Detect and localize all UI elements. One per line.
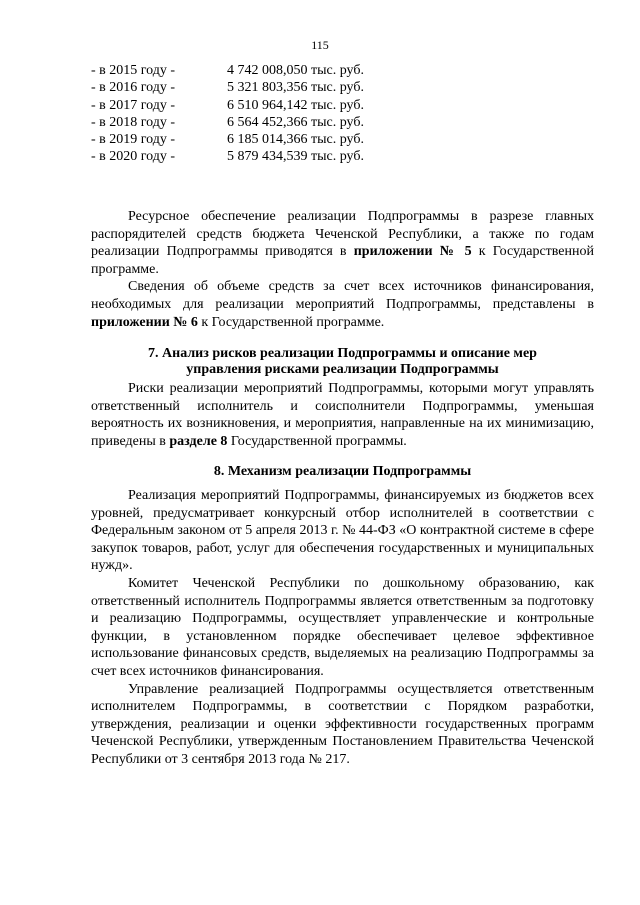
- funding-year: - в 2017 году -: [91, 97, 176, 113]
- resources-paragraph-appendix-5: Ресурсное обеспечение реализации Подпрограммы в разрезе главных распорядителей средств бюджета Чеченской Республики, а также по годам реализации Подпрограммы приводятся в приложении № 5 к Государственной программе.: [91, 209, 594, 277]
- funding-row: [91, 79, 364, 96]
- appendix-5-reference: приложении № 5: [353, 244, 472, 260]
- funding-year: - в 2015 году -: [91, 63, 176, 78]
- funding-year: - в 2019 году -: [91, 132, 176, 148]
- section-7-body: [91, 380, 594, 450]
- section-8-paragraph: Реализация мероприятий Подпрограммы, финансируемых из бюджетов всех уровней, предусматривает конкурсный отбор исполнителей в соответствии с Федеральным законом от 5 апреля 2013 г. № 44-ФЗ «О контрактной системе в сфере закупок товаров, работ, услуг для обеспечения государственных и муниципальных нужд».: [91, 488, 594, 574]
- funding-year: - в 2020 году -: [91, 149, 176, 165]
- resources-paragraph-appendix-6: Сведения об объеме средств за счет всех источников финансирования, необходимых для реализации мероприятий Подпрограммы, представлены в приложении № 6 к Государственной программе.: [91, 279, 594, 330]
- funding-row: [91, 131, 364, 148]
- funding-amount: 6 185 014,366 тыс. руб.: [227, 132, 364, 148]
- funding-year: - в 2016 году -: [91, 80, 176, 96]
- funding-year: - в 2018 году -: [91, 114, 176, 130]
- page-number: 115: [311, 38, 329, 52]
- funding-row: [91, 62, 364, 79]
- funding-row: [91, 114, 364, 131]
- risks-paragraph: Риски реализации мероприятий Подпрограммы, которыми могут управлять ответственный исполнитель и соисполнители Подпрограммы, уменьшая вероятность их возникновения, и мероприятия, направленные на их минимизацию, приведены в разделе 8 Государственной программы.: [91, 381, 594, 449]
- section-8-reference: разделе 8: [169, 433, 228, 449]
- funding-amount: 5 879 434,539 тыс. руб.: [227, 149, 364, 165]
- funding-row: [91, 148, 364, 165]
- funding-row: [91, 97, 364, 114]
- section-8-paragraph: Управление реализацией Подпрограммы осуществляется ответственным исполнителем Подпрограммы, в соответствии с Порядком разработки, утверждения, реализации и оценки эффективности государственных программ Чеченской Республики, утвержденным Постановлением Правительства Чеченской Республики от 3 сентября 2013 года № 217.: [91, 681, 594, 767]
- section-8-heading: 8. Механизм реализации Подпрограммы: [213, 464, 472, 479]
- section-8-paragraph: Комитет Чеченской Республики по дошкольному образованию, как ответственный исполнитель Подпрограммы является ответственным за подготовку и реализацию Подпрограммы, осуществляет управленческие и контрольные функции, в установленном порядке обеспечивает целевое эффективное использование финансовых средств, выделяемых на реализацию Подпрограммы за счет всех источников финансирования.: [91, 575, 594, 679]
- appendix-6-reference: приложении № 6: [91, 314, 198, 330]
- funding-by-year-list: [91, 62, 364, 166]
- funding-amount: 6 564 452,366 тыс. руб.: [227, 114, 364, 130]
- resources-section: [91, 208, 594, 331]
- section-8-body: [91, 487, 594, 769]
- funding-amount: 4 742 008,050 тыс. руб.: [227, 63, 364, 78]
- section-7-heading: 7. Анализ рисков реализации Подпрограммы и описание мер управления рисками реализации Подпрограммы: [148, 346, 537, 377]
- funding-amount: 5 321 803,356 тыс. руб.: [227, 80, 364, 96]
- funding-amount: 6 510 964,142 тыс. руб.: [227, 97, 364, 113]
